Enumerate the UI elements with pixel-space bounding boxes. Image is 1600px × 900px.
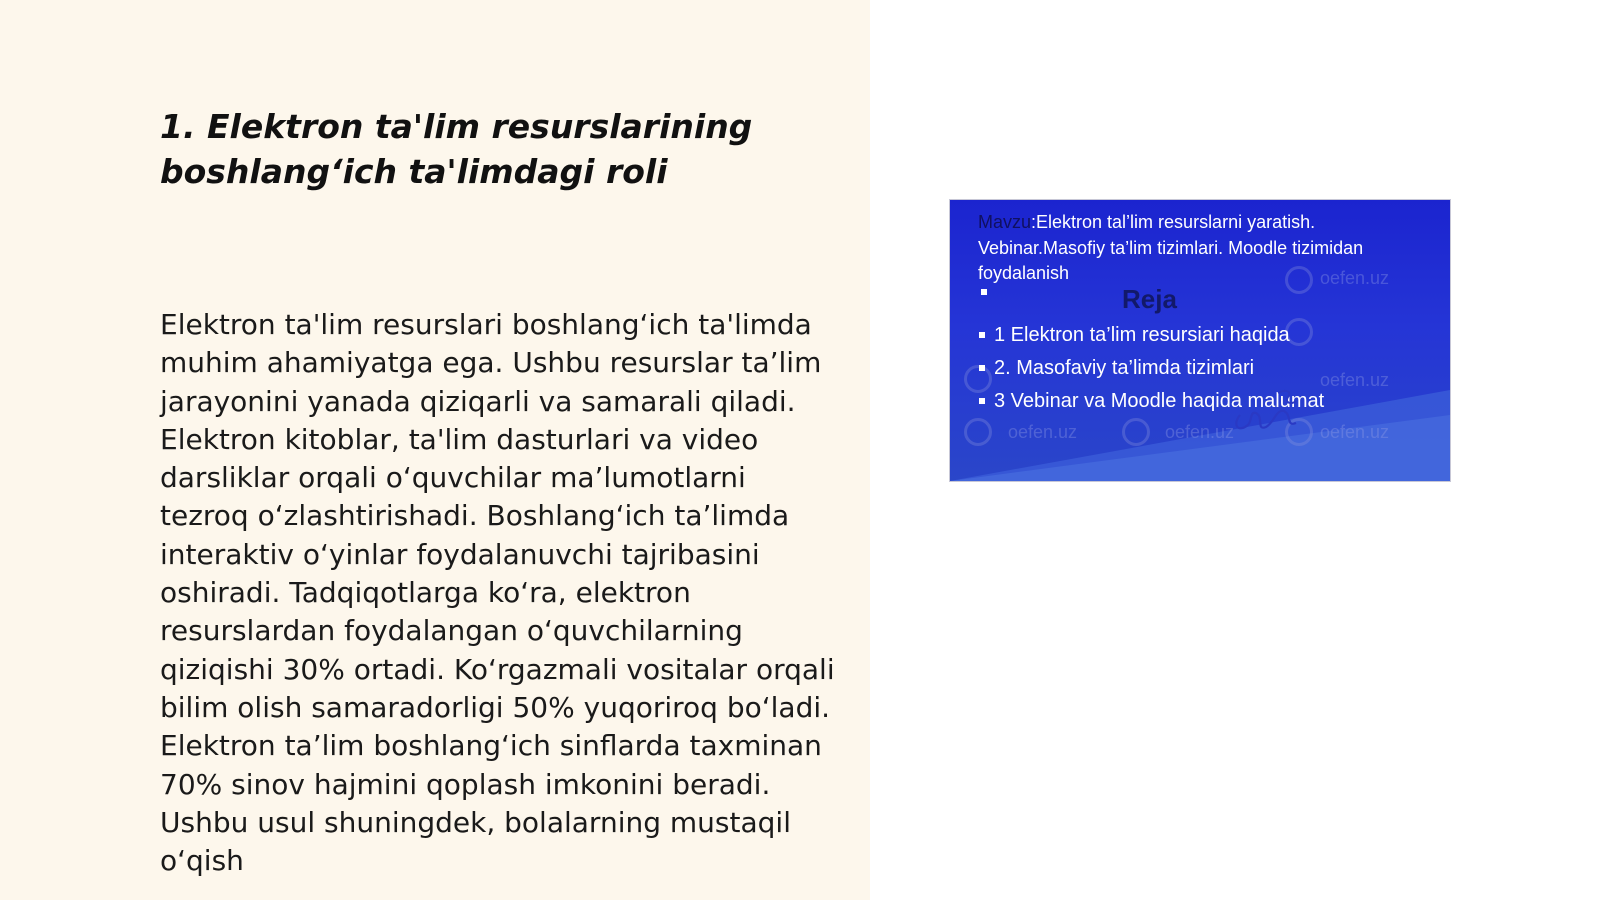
embedded-plan-item: 2. Masofaviy ta’limda tizimlari [978,355,1324,388]
watermark-logo-icon [964,418,992,446]
slide-title: 1. Elektron ta'lim resurslarining boshlang‘ich ta'limdagi roli [160,107,753,191]
slide-body-text: Elektron ta'lim resurslari boshlang‘ich ta'limda muhim ahamiyatga ega. Ushbu resurslar ta’lim jarayonini yanada qiziqarli va samarali qiladi. Elektron kitoblar, ta'lim dasturlari va video darsliklar orqali o‘quvchilar ma’lumotlarni tezroq o‘zlashtirishadi. Boshlang‘ich ta’limda interaktiv o‘yinlar foydalanuvchi tajribasini oshiradi. Tadqiqotlarga ko‘ra, elektron resurslardan foydalangan o‘quvchilarning qiziqishi 30% ortadi. Ko‘rgazmali vositalar orqali bilim olish samaradorligi 50% yuqoriroq bo‘ladi. Elektron ta’lim boshlang‘ich sinflarda taxminan 70% sinov hajmini qoplash imkonini beradi. Ushbu usul shuningdek, bolalarning mustaqil o‘qish [160,308,835,878]
watermark-text: oefen.uz [1320,370,1390,390]
embedded-plan-heading: Reja [1122,284,1177,314]
watermark-text: oefen.uz [1008,422,1078,442]
embedded-plan-item: 3 Vebinar va Moodle haqida malumat [978,388,1324,421]
embedded-plan-item: 1 Elektron ta’lim resursiari haqida [978,322,1324,355]
watermark-text: oefen.uz [1320,268,1390,288]
bullet-marker [981,289,987,295]
embedded-topic-text [978,210,1428,287]
handwritten-scribble-graphic [1230,375,1310,435]
watermark-logo-icon [1122,418,1150,446]
embedded-topic-content: :Elektron tal’lim resurslarni yaratish. Vebinar.Masofiy ta’lim tizimlari. Moodle tizimidan foydalanish [978,212,1364,283]
watermark-text: oefen.uz [1165,422,1235,442]
embedded-topic-label: Mavzu [978,212,1032,232]
watermark-text: oefen.uz [1320,422,1390,442]
embedded-slide-image [950,200,1450,481]
